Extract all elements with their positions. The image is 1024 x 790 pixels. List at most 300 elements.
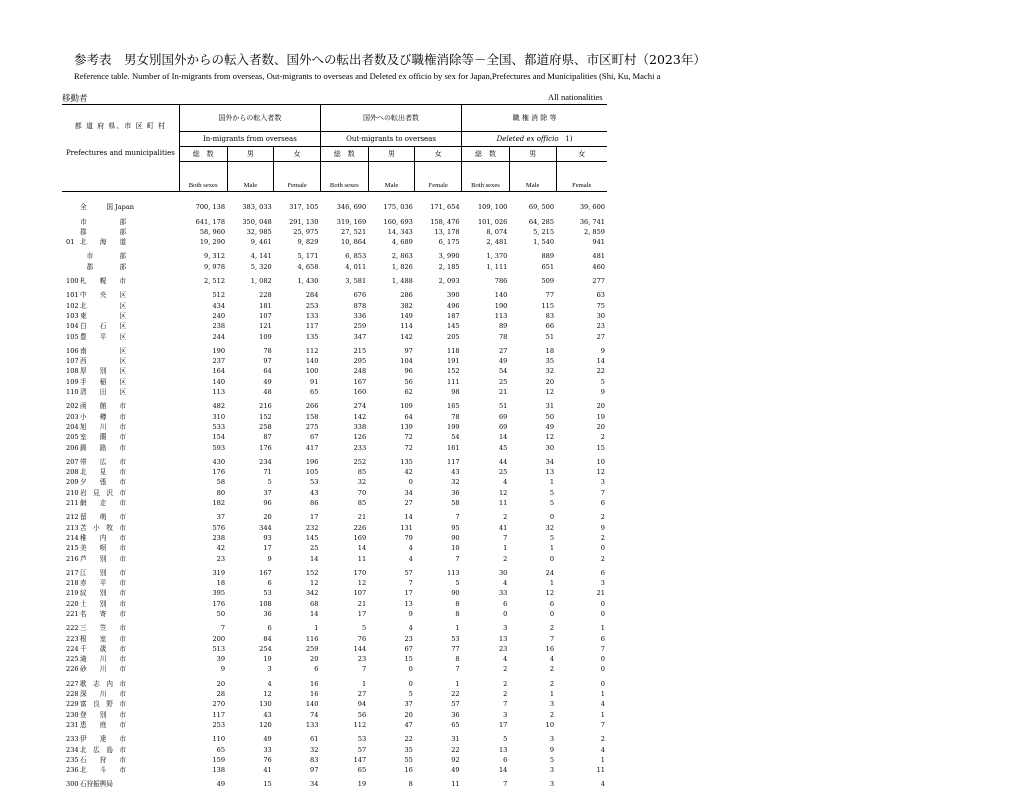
cell-value: 97 <box>310 766 319 775</box>
cell-value: 1, 488 <box>391 277 413 286</box>
row-code: 222 <box>66 624 79 633</box>
cell-value: 5 <box>549 499 555 508</box>
table-row <box>62 272 607 286</box>
cell-value: 2 <box>549 624 555 633</box>
cell-value: 9, 461 <box>250 238 272 247</box>
cell-value: 4 <box>600 780 605 789</box>
cell-value: 7 <box>220 624 226 633</box>
cell-value: 2, 093 <box>438 277 460 286</box>
cell-value: 344 <box>259 523 272 532</box>
cell-value: 7 <box>549 634 555 643</box>
cell-value: 12 <box>545 388 555 397</box>
cell-value: 6 <box>600 499 605 508</box>
cell-value: 238 <box>212 533 226 542</box>
cell-value: 2, 859 <box>584 227 605 236</box>
row-label <box>62 578 179 588</box>
cell-value: 4 <box>408 554 413 563</box>
cell-value: 295 <box>353 357 367 366</box>
table-row <box>62 301 607 311</box>
cell-value: 0 <box>600 544 605 553</box>
row-name: 石 狩 市 <box>80 755 127 764</box>
cell-value: 1 <box>600 624 605 633</box>
cell-value: 145 <box>305 533 319 542</box>
cell-value: 16 <box>404 766 413 775</box>
table-row <box>62 311 607 321</box>
row-name: 全 国 Japan <box>80 203 135 212</box>
row-label <box>62 710 179 720</box>
cell-value: 70 <box>357 488 367 497</box>
cell-value: 96 <box>263 499 272 508</box>
cell-value: 4 <box>503 655 508 664</box>
row-label <box>62 689 179 699</box>
cell-value: 160, 693 <box>383 217 413 226</box>
cell-value: 17 <box>404 589 413 598</box>
cell-value: 390 <box>447 291 460 300</box>
row-code: 203 <box>66 412 79 421</box>
table-row <box>62 366 607 376</box>
table-row <box>62 321 607 331</box>
row-code: 225 <box>66 655 79 664</box>
cell-value: 96 <box>404 367 413 376</box>
cell-value: 2 <box>600 433 605 442</box>
in-female-en: Female <box>274 162 321 192</box>
cell-value: 253 <box>212 720 226 729</box>
cell-value: 23 <box>596 322 605 331</box>
out-both-ja: 総 数 <box>320 147 368 162</box>
row-name: 北 斗 市 <box>80 766 127 775</box>
row-label <box>62 644 179 654</box>
cell-value: 22 <box>451 745 460 754</box>
cell-value: 43 <box>451 468 460 477</box>
cell-value: 72 <box>404 433 413 442</box>
cell-value: 118 <box>447 346 460 355</box>
cell-value: 5 <box>503 735 508 744</box>
cell-value: 12 <box>596 468 605 477</box>
cell-value: 13 <box>498 634 508 643</box>
cell-value: 4 <box>600 700 605 709</box>
row-name: 小 樽 市 <box>80 412 127 421</box>
cell-value: 74 <box>310 710 319 719</box>
table-row <box>62 397 607 411</box>
cell-value: 20 <box>545 377 555 386</box>
cell-value: 23 <box>357 655 367 664</box>
row-code: 109 <box>66 377 79 386</box>
cell-value: 20 <box>596 402 605 411</box>
row-name: 豊 平 区 <box>80 332 127 341</box>
cell-value: 3 <box>549 766 555 775</box>
cell-value: 37 <box>404 700 413 709</box>
cell-value: 142 <box>400 332 413 341</box>
cell-value: 89 <box>498 322 508 331</box>
cell-value: 79 <box>404 533 413 542</box>
cell-value: 42 <box>216 544 226 553</box>
cell-value: 3 <box>600 579 605 588</box>
cell-value: 67 <box>310 433 319 442</box>
cell-value: 36, 741 <box>579 217 605 226</box>
cell-value: 34 <box>404 488 413 497</box>
row-label <box>62 609 179 619</box>
cell-value: 44 <box>498 457 508 466</box>
cell-value: 4 <box>503 579 508 588</box>
cell-value: 142 <box>353 412 367 421</box>
cell-value: 651 <box>541 262 555 271</box>
data-table <box>62 104 607 790</box>
cell-value: 11 <box>498 499 508 508</box>
row-code: 104 <box>66 322 79 331</box>
cell-value: 3, 581 <box>345 277 367 286</box>
cell-value: 8 <box>455 655 460 664</box>
cell-value: 2 <box>549 679 555 688</box>
cell-value: 77 <box>545 291 555 300</box>
cell-value: 53 <box>451 634 460 643</box>
in-both-ja: 総 数 <box>179 147 227 162</box>
cell-value: 78 <box>451 412 460 421</box>
cell-value: 786 <box>494 277 508 286</box>
row-name: 旭 川 市 <box>80 422 127 431</box>
table-row <box>62 533 607 543</box>
cell-value: 149 <box>400 311 413 320</box>
cell-value: 80 <box>216 488 226 497</box>
cell-value: 48 <box>263 388 272 397</box>
row-label <box>62 720 179 730</box>
cell-value: 90 <box>451 533 460 542</box>
cell-value: 4 <box>408 624 413 633</box>
cell-value: 20 <box>263 513 272 522</box>
cell-value: 56 <box>357 710 367 719</box>
cell-value: 1 <box>503 544 508 553</box>
cell-value: 111 <box>447 377 460 386</box>
row-label <box>62 745 179 755</box>
cell-value: 78 <box>263 346 272 355</box>
del-female-en: Female <box>556 162 607 192</box>
row-name: 滝 川 市 <box>80 655 127 664</box>
cell-value: 1 <box>549 579 555 588</box>
cell-value: 165 <box>447 402 460 411</box>
cell-value: 2, 185 <box>438 262 460 271</box>
row-name: 芦 別 市 <box>80 554 127 563</box>
cell-value: 140 <box>212 377 226 386</box>
cell-value: 135 <box>305 332 319 341</box>
cell-value: 2 <box>549 665 555 674</box>
cell-value: 2 <box>503 554 508 563</box>
cell-value: 115 <box>541 301 555 310</box>
cell-value: 216 <box>259 402 272 411</box>
table-row <box>62 227 607 237</box>
cell-value: 164 <box>212 367 226 376</box>
row-name: 南 区 <box>80 346 127 355</box>
cell-value: 67 <box>404 644 413 653</box>
cell-value: 18 <box>545 346 555 355</box>
cell-value: 7 <box>600 720 605 729</box>
table-row <box>62 498 607 508</box>
cell-value: 112 <box>353 720 367 729</box>
cell-value: 889 <box>541 252 555 261</box>
cell-value: 0 <box>600 655 605 664</box>
cell-value: 32 <box>545 523 555 532</box>
row-name: 北 見 市 <box>80 468 127 477</box>
cell-value: 25, 975 <box>293 227 319 236</box>
row-name: 白 石 区 <box>80 322 127 331</box>
cell-value: 36 <box>263 609 272 618</box>
row-code: 206 <box>66 443 79 452</box>
row-name: 郡 部 <box>80 227 127 236</box>
table-row <box>62 377 607 387</box>
cell-value: 191 <box>447 357 460 366</box>
row-label <box>62 272 179 286</box>
cell-value: 14 <box>310 609 319 618</box>
cell-value: 15 <box>263 780 272 789</box>
cell-value: 117 <box>305 322 319 331</box>
cell-value: 53 <box>357 735 367 744</box>
row-name: 名 寄 市 <box>80 609 127 618</box>
cell-value: 215 <box>353 346 367 355</box>
cell-value: 35 <box>545 357 555 366</box>
cell-value: 199 <box>447 422 460 431</box>
row-label <box>62 387 179 397</box>
cell-value: 27 <box>498 346 508 355</box>
table-row <box>62 422 607 432</box>
cell-value: 3 <box>549 735 555 744</box>
row-label <box>62 342 179 356</box>
cell-value: 1, 111 <box>486 262 508 271</box>
cell-value: 19, 290 <box>199 238 226 247</box>
cell-value: 85 <box>357 468 367 477</box>
cell-value: 21 <box>498 388 508 397</box>
cell-value: 513 <box>212 644 226 653</box>
row-name: 室 蘭 市 <box>80 433 127 442</box>
row-name: 釧 路 市 <box>80 443 127 452</box>
cell-value: 2 <box>600 513 605 522</box>
row-name: 歌 志 内 市 <box>80 679 127 688</box>
cell-value: 176 <box>212 468 226 477</box>
table-row <box>62 342 607 356</box>
cell-value: 133 <box>305 720 319 729</box>
cell-value: 47 <box>404 720 413 729</box>
cell-value: 319 <box>212 568 226 577</box>
row-label <box>62 699 179 709</box>
row-code: 213 <box>66 523 79 532</box>
row-label <box>62 775 179 789</box>
deleted-header-ja: 職 権 消 除 等 <box>462 105 607 132</box>
table-row <box>62 689 607 699</box>
cell-value: 45 <box>498 443 508 452</box>
cell-value: 460 <box>592 262 605 271</box>
table-row <box>62 508 607 522</box>
cell-value: 100 <box>305 367 319 376</box>
row-code: 01 <box>66 238 75 247</box>
cell-value: 107 <box>353 589 367 598</box>
cell-value: 41 <box>498 523 508 532</box>
row-name: 登 別 市 <box>80 710 127 719</box>
cell-value: 83 <box>545 311 555 320</box>
cell-value: 49 <box>498 357 508 366</box>
cell-value: 417 <box>305 443 319 452</box>
table-row <box>62 477 607 487</box>
cell-value: 69 <box>498 412 508 421</box>
cell-value: 112 <box>305 346 319 355</box>
cell-value: 533 <box>212 422 226 431</box>
row-label <box>62 262 179 272</box>
cell-value: 593 <box>212 443 226 452</box>
row-name: 函 館 市 <box>80 402 127 411</box>
cell-value: 240 <box>212 311 226 320</box>
row-name: 留 萌 市 <box>80 513 127 522</box>
cell-value: 277 <box>592 277 605 286</box>
row-label <box>62 599 179 609</box>
cell-value: 1, 370 <box>486 252 508 261</box>
cell-value: 13, 178 <box>434 227 460 236</box>
row-label <box>62 730 179 744</box>
cell-value: 19 <box>596 412 605 421</box>
row-label <box>62 755 179 765</box>
table-row <box>62 599 607 609</box>
cell-value: 6 <box>314 665 319 674</box>
cell-value: 5 <box>549 533 555 542</box>
cell-value: 3 <box>503 624 508 633</box>
row-label <box>62 508 179 522</box>
cell-value: 8, 074 <box>486 227 508 236</box>
cell-value: 13 <box>404 599 413 608</box>
table-row <box>62 730 607 744</box>
cell-value: 2 <box>503 665 508 674</box>
row-label <box>62 213 179 227</box>
cell-value: 8 <box>408 780 413 789</box>
row-code: 211 <box>66 499 79 508</box>
cell-value: 32, 985 <box>246 227 272 236</box>
cell-value: 9 <box>408 609 413 618</box>
row-label <box>62 467 179 477</box>
cell-value: 58 <box>216 478 226 487</box>
cell-value: 0 <box>600 665 605 674</box>
cell-value: 12 <box>357 579 367 588</box>
row-label <box>62 488 179 498</box>
row-label <box>62 332 179 342</box>
cell-value: 35 <box>404 745 413 754</box>
cell-value: 1 <box>361 679 367 688</box>
del-both-en: Both sexes <box>462 162 510 192</box>
cell-value: 14 <box>404 513 413 522</box>
row-code: 107 <box>66 357 79 366</box>
cell-value: 170 <box>353 568 367 577</box>
cell-value: 27 <box>596 332 605 341</box>
cell-value: 7 <box>503 780 508 789</box>
row-name: 士 別 市 <box>80 599 127 608</box>
table-row <box>62 202 607 212</box>
row-name: 深 川 市 <box>80 690 127 699</box>
row-label <box>62 202 179 212</box>
table-row <box>62 588 607 598</box>
cell-value: 161 <box>447 443 460 452</box>
cell-value: 2 <box>600 735 605 744</box>
cell-value: 0 <box>408 478 413 487</box>
row-label <box>62 523 179 533</box>
cell-value: 12 <box>545 589 555 598</box>
cell-value: 176 <box>212 599 226 608</box>
cell-value: 10 <box>451 544 460 553</box>
cell-value: 3 <box>600 478 605 487</box>
cell-value: 104 <box>400 357 413 366</box>
cell-value: 21 <box>357 599 367 608</box>
row-name: 市 部 <box>80 252 127 261</box>
cell-value: 33 <box>498 589 508 598</box>
table-row <box>62 619 607 633</box>
row-name: 帯 広 市 <box>80 457 127 466</box>
row-code: 229 <box>66 700 79 709</box>
cell-value: 75 <box>596 301 605 310</box>
cell-value: 126 <box>353 433 367 442</box>
table-row <box>62 467 607 477</box>
cell-value: 160 <box>353 388 367 397</box>
cell-value: 30 <box>545 443 555 452</box>
cell-value: 17 <box>263 544 272 553</box>
cell-value: 49 <box>216 780 226 789</box>
row-label <box>62 422 179 432</box>
cell-value: 200 <box>212 634 226 643</box>
cell-value: 32 <box>545 367 555 376</box>
cell-value: 32 <box>310 745 319 754</box>
row-code: 224 <box>66 644 79 653</box>
cell-value: 383, 033 <box>242 203 272 212</box>
cell-value: 6 <box>600 634 605 643</box>
cell-value: 205 <box>447 332 460 341</box>
cell-value: 509 <box>541 277 555 286</box>
row-code: 300 <box>66 780 79 789</box>
cell-value: 167 <box>259 568 272 577</box>
cell-value: 17 <box>357 609 367 618</box>
cell-value: 512 <box>212 291 226 300</box>
cell-value: 676 <box>353 291 367 300</box>
row-name: 石狩振興局 <box>80 780 113 789</box>
cell-value: 58 <box>451 499 460 508</box>
cell-value: 57 <box>451 700 460 709</box>
cell-value: 196 <box>305 457 319 466</box>
cell-value: 49 <box>263 735 272 744</box>
cell-value: 641, 178 <box>195 217 226 226</box>
row-name: 東 区 <box>80 311 127 320</box>
row-code: 234 <box>66 745 79 754</box>
cell-value: 92 <box>451 755 460 764</box>
cell-value: 20 <box>596 422 605 431</box>
row-code: 233 <box>66 735 79 744</box>
cell-value: 6 <box>267 624 272 633</box>
page-title: 参考表 男女別国外からの転入者数、国外への転出者数及び職権消除等－全国、都道府県、市区町村（2023年） <box>74 52 706 67</box>
cell-value: 9 <box>600 346 605 355</box>
cell-value: 65 <box>451 720 460 729</box>
row-name: 砂 川 市 <box>80 665 127 674</box>
cell-value: 57 <box>404 568 413 577</box>
cell-value: 3, 990 <box>438 252 460 261</box>
cell-value: 4 <box>267 679 272 688</box>
cell-value: 66 <box>545 322 555 331</box>
cell-value: 131 <box>400 523 413 532</box>
table-row <box>62 247 607 261</box>
out-both-en: Both sexes <box>320 162 368 192</box>
cell-value: 16 <box>310 679 319 688</box>
area-header-ja: 都 道 府 県、市 区 町 村 <box>62 105 179 147</box>
cell-value: 13 <box>545 468 555 477</box>
row-code: 235 <box>66 755 79 764</box>
cell-value: 9 <box>600 388 605 397</box>
table-row <box>62 634 607 644</box>
cell-value: 117 <box>447 457 460 466</box>
cell-value: 190 <box>494 301 508 310</box>
cell-value: 15 <box>596 443 605 452</box>
row-name: 千 歳 市 <box>80 644 127 653</box>
cell-value: 9 <box>267 554 272 563</box>
cell-value: 2 <box>600 533 605 542</box>
cell-value: 33 <box>263 745 272 754</box>
row-code: 102 <box>66 301 79 310</box>
